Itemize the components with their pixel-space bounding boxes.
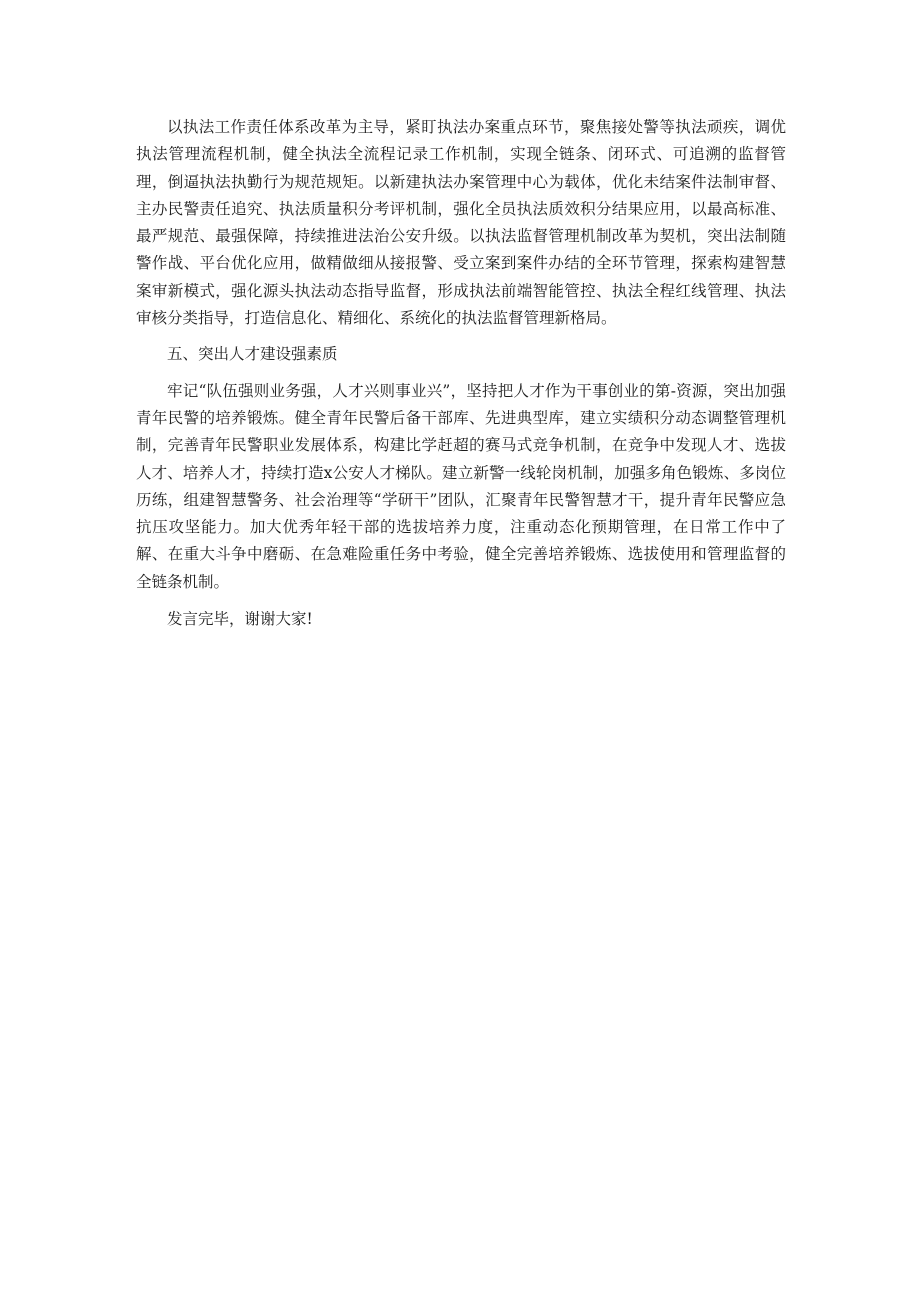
section-heading-talent: 五、突出人才建设强素质 <box>167 345 338 364</box>
paragraph-closing: 发言完毕，谢谢大家! <box>167 610 313 629</box>
document-body <box>136 114 786 633</box>
paragraph-law-enforcement: 以执法工作责任体系改革为主导，紧盯执法办案重点环节，聚焦接处警等执法顽疾，调优执法管理流程机制，健全执法全流程记录工作机制，实现全链条、闭环式、可追溯的监督管理，倒逼执法执勤行为规范规矩。以新建执法办案管理中心为载体，优化未结案件法制审督、主办民警责任追究、执法质量积分考评机制，强化全员执法质效积分结果应用，以最高标准、最严规范、最强保障，持续推进法治公安升级。以执法监督管理机制改革为契机，突出法制随警作战、平台优化应用，做精做细从接报警、受立案到案件办结的全环节管理，探索构建智慧案审新模式，强化源头执法动态指导监督，形成执法前端智能管控、执法全程红线管理、执法审核分类指导，打造信息化、精细化、系统化的执法监督管理新格局。 <box>136 118 786 328</box>
paragraph-talent: 牢记“队伍强则业务强，人才兴则事业兴”，坚持把人才作为干事创业的第-资源，突出加强青年民警的培养锻炼。健全青年民警后备干部库、先进典型库，建立实绩积分动态调整管理机制，完善青年民警职业发展体系，构建比学赶超的赛马式竞争机制，在竞争中发现人才、选拔人才、培养人才，持续打造x公安人才梯队。建立新警一线轮岗机制，加强多角色锻炼、多岗位历练，组建智慧警务、社会治理等“学研干”团队，汇聚青年民警智慧才干，提升青年民警应急抗压攻坚能力。加大优秀年轻干部的选拔培养力度，注重动态化预期管理，在日常工作中了解、在重大斗争中磨砺、在急难险重任务中考验，健全完善培养锻炼、选拔使用和管理监督的全链条机制。 <box>136 381 786 591</box>
